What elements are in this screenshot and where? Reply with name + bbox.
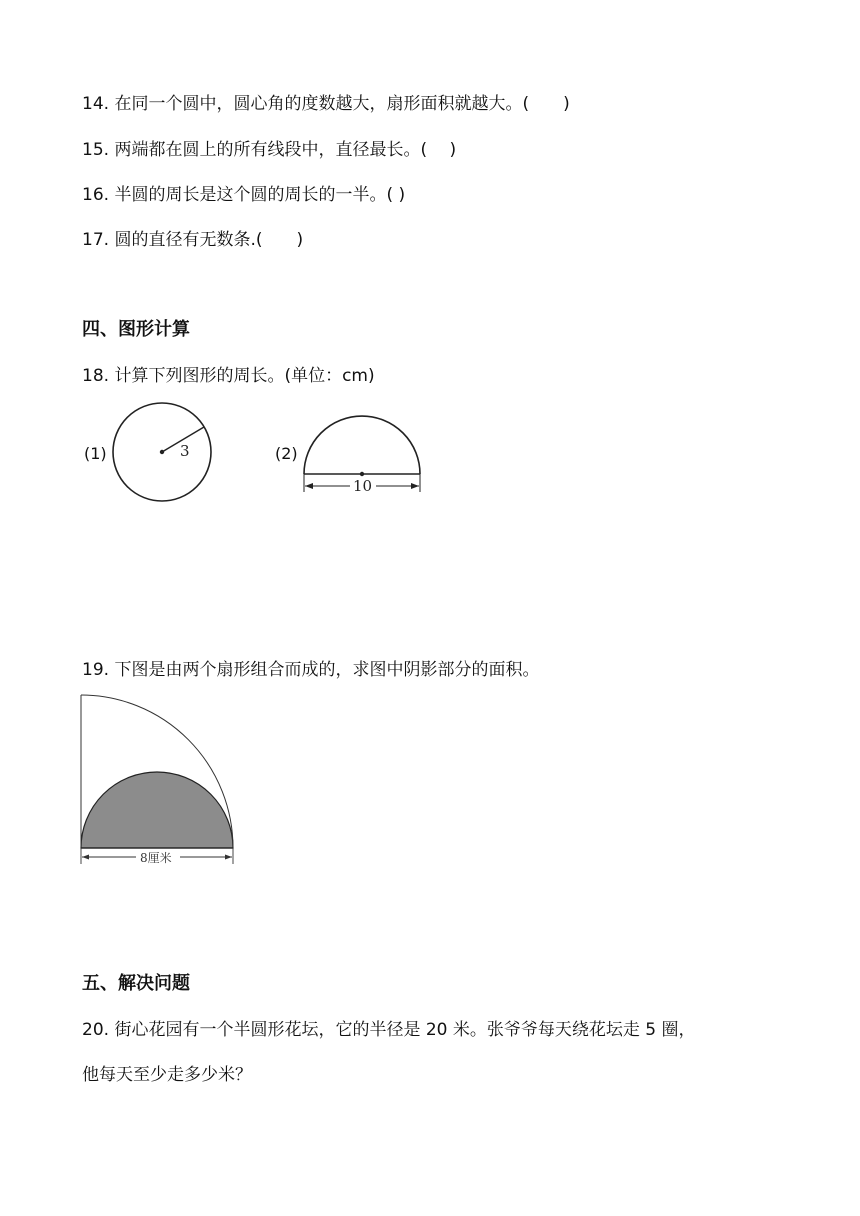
dim-arrow-left [82,855,89,860]
circle-figure [110,400,216,506]
question-19 [82,658,539,682]
question-20 [82,1018,696,1042]
dim-arrow-right [225,855,232,860]
question-14 [82,92,570,116]
question-number: 18. [82,366,110,386]
question-number: 20. [82,1020,110,1040]
dim-arrow-right [411,483,419,489]
question-text: 两端都在圆上的所有线段中，直径最长。( ) [114,140,457,160]
semicircle-arc [304,416,420,474]
question-number: 19. [82,660,110,680]
question-number: 16. [82,185,110,205]
question-text: 半圆的周长是这个圆的周长的一半。( ) [114,185,406,205]
question-number: 14. [82,94,110,114]
question-number: 15. [82,140,110,160]
question-text: 计算下列图形的周长。(单位：cm) [114,366,375,386]
question-15 [82,138,456,162]
radius-label: 3 [180,442,190,460]
question-18 [82,364,375,388]
question-text: 圆的直径有无数条.( ) [114,230,304,250]
base-length-label: 8厘米 [140,851,172,865]
section-heading-4: 四、图形计算 [82,319,190,340]
question-text: 在同一个圆中，圆心角的度数越大，扇形面积就越大。( ) [114,94,570,114]
figure-2-label: (2) [275,444,298,463]
question-17 [82,228,303,252]
dim-arrow-left [305,483,313,489]
shaded-semicircle [81,772,233,848]
question-text-line-1: 街心花园有一个半圆形花坛，它的半径是 20 米。张爷爷每天绕花坛走 5 圈， [114,1020,696,1040]
question-number: 17. [82,230,110,250]
semicircle-figure [300,410,426,496]
section-heading-5: 五、解决问题 [82,973,190,994]
sector-figure [78,690,240,870]
diameter-label: 10 [353,477,373,495]
figure-1-label: (1) [84,444,107,463]
semicircle-center-dot [360,472,364,476]
question-16 [82,183,405,207]
question-text: 下图是由两个扇形组合而成的，求图中阴影部分的面积。 [114,660,540,680]
question-20-continued: 他每天至少走多少米？ [82,1065,252,1085]
